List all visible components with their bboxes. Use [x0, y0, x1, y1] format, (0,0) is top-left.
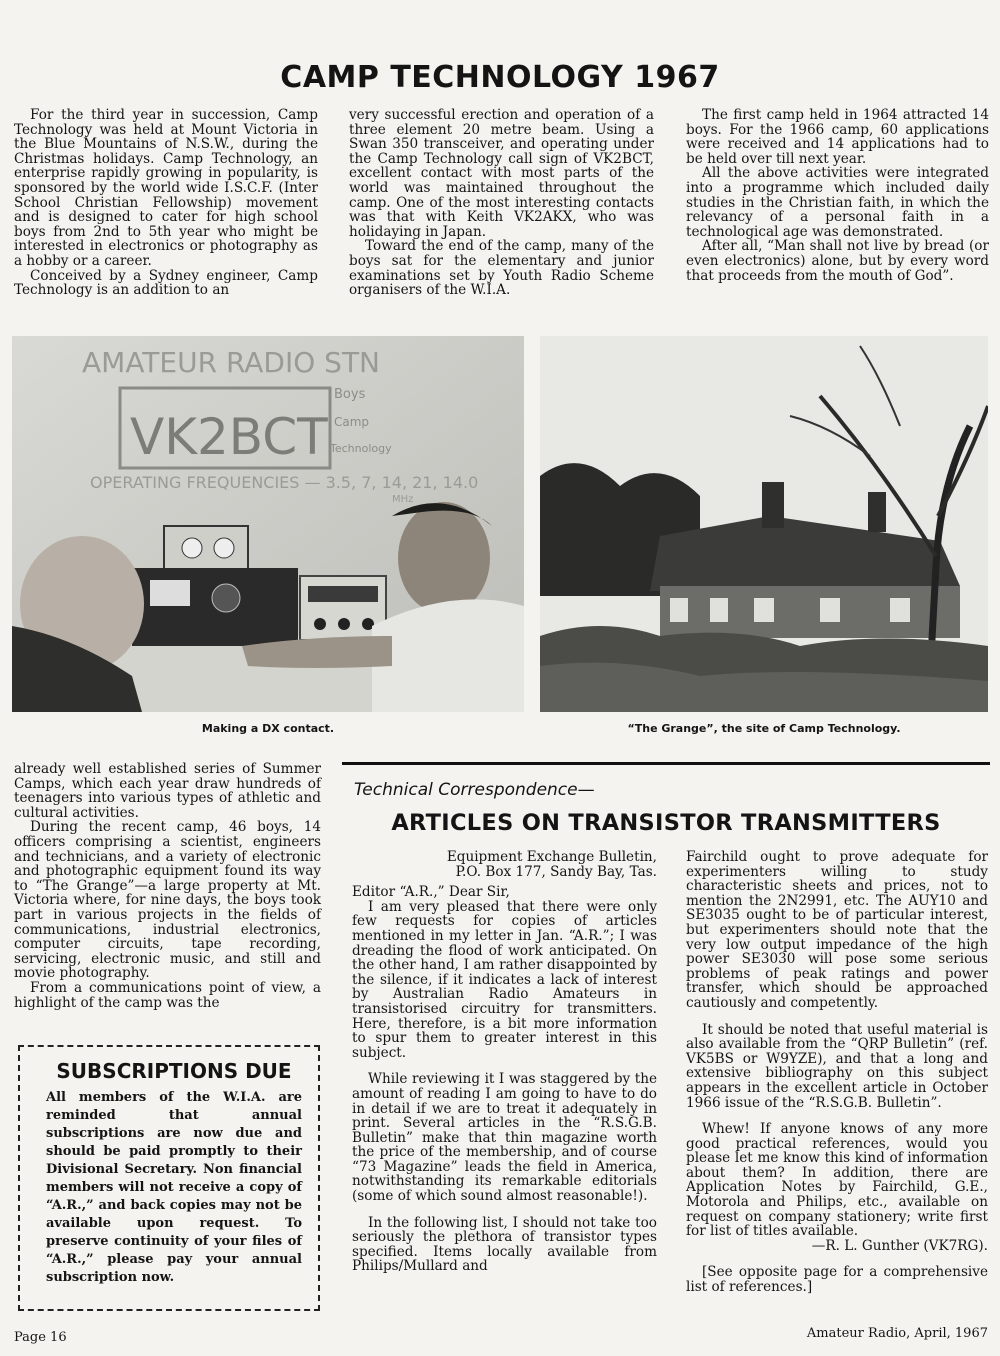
correspondence-column-left	[352, 850, 657, 1274]
paragraph: The first camp held in 1964 attracted 14 boys. For the 1966 camp, 60 applications were received and 14 applications had to be held over till next year.	[686, 107, 989, 167]
sign-side-text: Camp	[334, 415, 370, 429]
subscriptions-notice-box	[18, 1045, 320, 1311]
subscriptions-body: All members of the W.I.A. are reminded that annual subscriptions are now due and should be paid promptly to their Divisional Secretary. Non financial members will not receive a copy of “A.R.,” and back copies may not be available upon request. To preserve continuity of your files of “A.R.,” please pay your annual subscription now.	[46, 1090, 302, 1285]
editor-note: [See opposite page for a comprehensive list of references.]	[686, 1264, 988, 1296]
paragraph: For the third year in succession, Camp Technology was held at Mount Victoria in the Blue Mountains of N.S.W., during the Christmas holidays. Camp Technology, an enterprise rapidly growing in popularity, is sponsored by the world wide I.S.C.F. (Inter School Christian Fellowship) movement and is designed to cater for high school boys from 2nd to 5th year who might be interested in electronics or photography as a hobby or a career.	[14, 107, 318, 269]
sign-station-text: AMATEUR RADIO STN	[82, 346, 380, 379]
photo-dx-contact	[12, 336, 524, 712]
signature: —R. L. Gunther (VK7RG).	[811, 1237, 988, 1254]
paragraph: While reviewing it I was staggered by the amount of reading I am going to have to do in detail if we are to treat it adequately in print. Several articles in the “R.S.G.B. Bulletin” make that thin magazine worth the price of the membership, and of course “73 Magazine” leads the field in America, notwithstanding its remarkable editorials (some of which sound almost reasonable!).	[352, 1071, 657, 1205]
sign-frequencies-text: OPERATING FREQUENCIES — 3.5, 7, 14, 21, 14.0	[90, 473, 479, 492]
paragraph: Fairchild ought to prove adequate for experimenters willing to study characteristic sheets and prices, not to mention the 2N2991, etc. The AUY10 and SE3035 ought to be of particular interest, but experimenters should note that the very low output impedance of the high power SE3030 will pose some serious problems of peak ratings and power transfer, which should be approached cautiously and competently.	[686, 849, 988, 1011]
paragraph: It should be noted that useful material is also available from the “QRP Bulletin” (ref. VK5BS or W9YZE), and that a long and extensive bibliography on this subject appears in the excellent article in October 1966 issue of the “R.S.G.B. Bulletin”.	[686, 1021, 988, 1111]
article-column-3	[686, 108, 989, 283]
article-column-1	[14, 108, 318, 298]
paragraph: very successful erection and operation of a three element 20 metre beam. Using a Swan 350 transceiver, and operating under the Camp Technology call sign of VK2BCT, excellent contact with most parts of the world was maintained throughout the camp. One of the most interesting contacts was that with Keith VK2AKX, who was holidaying in Japan.	[349, 107, 654, 240]
subscriptions-title: SUBSCRIPTIONS DUE	[56, 1059, 292, 1083]
salutation: Editor “A.R.,” Dear Sir,	[352, 884, 510, 901]
section-divider	[342, 762, 990, 765]
paragraph: In the following list, I should not take too seriously the plethora of transistor types specified. Items locally available from Philips/Mullard and	[352, 1214, 657, 1275]
photo-dx-contact-image	[12, 336, 524, 712]
address-line: Equipment Exchange Bulletin,	[446, 849, 657, 865]
paragraph: already well established series of Summer Camps, which each year draw hundreds of teenagers into various types of athletic and cultural activities.	[14, 761, 321, 821]
sign-side-text: Technology	[330, 442, 392, 455]
paragraph: I am very pleased that there were only few requests for copies of articles mentioned in my letter in Jan. “A.R.”; I was dreading the flood of work anticipated. On the other hand, I am rather disappointed by the silence, if it indicates a lack of interest by Australian Radio Amateurs in transistorised circuitry for transmitters. Here, therefore, is a bit more information to spur them to greater interest in this subject.	[352, 898, 657, 1061]
article-title: CAMP TECHNOLOGY 1967	[280, 60, 720, 95]
paragraph: After all, “Man shall not live by bread (or even electronics) alone, but by every word that proceeds from the mouth of God”.	[686, 238, 989, 284]
photo-caption-left: Making a DX contact.	[201, 722, 335, 735]
paragraph: Conceived by a Sydney engineer, Camp Technology is an addition to an	[14, 267, 318, 299]
address-line: P.O. Box 177, Sandy Bay, Tas.	[455, 863, 657, 880]
section-kicker: Technical Correspondence—	[354, 780, 595, 800]
paragraph: Toward the end of the camp, many of the boys sat for the elementary and junior examinations set by Youth Radio Scheme organisers of the W.I.A.	[349, 238, 654, 299]
sign-callsign-text: VK2BCT	[130, 408, 328, 466]
article-column-2	[349, 108, 654, 298]
paragraph: From a communications point of view, a highlight of the camp was the	[14, 979, 321, 1011]
section-title: ARTICLES ON TRANSISTOR TRANSMITTERS	[391, 810, 941, 836]
correspondence-column-right	[686, 850, 988, 1295]
photo-caption-right: “The Grange”, the site of Camp Technology.	[627, 722, 901, 735]
paragraph: All the above activities were integrated into a programme which included daily studies in the Christian faith, in which the relevancy of a personal faith in a technological age was demonstrated.	[686, 165, 989, 240]
paragraph: During the recent camp, 46 boys, 14 officers comprising a scientist, engineers and technicians, and a variety of electronic and photographic equipment found its way to “The Grange”—a large property at Mt. Victoria where, for nine days, the boys took part in various projects in the fields of communications, industrial electronics, computer circuits, tape recording, servicing, electronic music, and still and movie photography.	[14, 819, 321, 982]
article-column-1-continued	[14, 762, 321, 1010]
photo-the-grange	[540, 336, 988, 712]
issue-line: Amateur Radio, April, 1967	[806, 1326, 988, 1341]
page-number: Page 16	[14, 1330, 67, 1345]
paragraph: Whew! If anyone knows of any more good practical references, would you please let me know this kind of information about them? In addition, there are Application Notes by Fairchild, G.E., Motorola and Philips, etc., available on request on company stationery; write first for list of titles available.	[686, 1121, 988, 1240]
photo-the-grange-image	[540, 336, 988, 712]
sign-unit-text: MHz	[392, 494, 414, 505]
sign-side-text: Boys	[334, 387, 366, 402]
